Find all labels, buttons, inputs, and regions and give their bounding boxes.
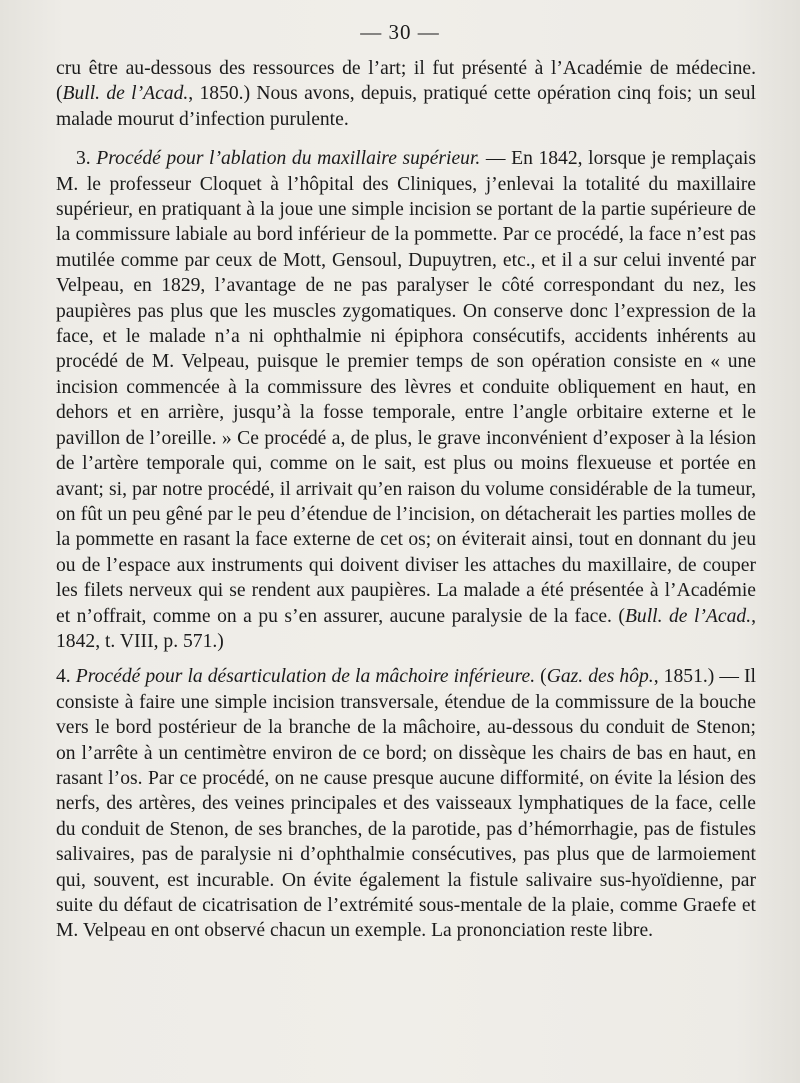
section-4-cite-close: , 1851.) [653, 666, 715, 688]
section-4-paragraph [56, 664, 756, 943]
section-3-paragraph [56, 146, 756, 654]
section-4-number: 4. [56, 666, 71, 688]
intro-citation: Bull. de l’Acad. [62, 83, 189, 105]
page-number: — 30 — [360, 20, 440, 44]
intro-text-a: cru être au-dessous des ressources de l’art; il fut présenté à l’Académie de médecine. ( [56, 58, 756, 105]
intro-paragraph [56, 56, 756, 132]
section-4-cite-open: ( [535, 666, 547, 688]
section-3-body-a: En 1842, lorsque je remplaçais M. le professeur Cloquet à l’hôpital des Cliniques, j’enlevai la totalité du maxillaire supérieur, en pratiquant à la joue une simple incision se portant de la partie supérieure de la commissure labiale au bord inférieur de la pommette. Par ce procédé, la face n’est pas mutilée comme par ceux de Mott, Gensoul, Dupuytren, etc., et il a sur celui inventé par Velpeau, en 1829, l’avantage de ne pas paralyser le côté correspondant du nez, les paupières pas plus que les muscles zygomatiques. On conserve donc l’expression de la face, et le malade n’a ni ophthalmie ni épiphora consécutifs, accidents inhérents au procédé de M. Velpeau, puisque le premier temps de son opération consiste en « une incision commencée à la commissure des lèvres et conduite obliquement en haut, en dehors et en arrière, jusqu’à la fosse temporale, entre l’angle orbitaire externe et le pavillon de l’oreille. » Ce procédé a, de plus, le grave inconvénient d’exposer à la lésion de l’artère temporale qui, comme on le sait, est plus ou moins flexueuse et portée en avant; si, par notre procédé, il arrivait qu’en raison du volume considérable de la tumeur, on fût un peu gêné par le peu d’étendue de l’incision, on détacherait les parties molles de la pommette en rasant la face externe de cet os; on éviterait ainsi, tout en donnant du jeu ou de l’espace aux instruments qui doivent diviser les attaches du maxillaire, de couper les filets nerveux qui se rendent aux paupières. La malade a été présentée à l’Académie et n’offrait, comme on a pu s’en assurer, aucune paralysie de la face. ( [56, 148, 756, 627]
section-4-body: — Il consiste à faire une simple incision transversale, étendue de la commissure de la bouche vers le bord postérieur de la branche de la mâchoire, au-dessous du conduit de Stenon; on l’arrête à un centimètre environ de ce bord; on dissèque les chairs de bas en haut, en rasant l’os. Par ce procédé, on ne cause presque aucune difformité, on évite la lésion des nerfs, des artères, des veines principales et des vaisseaux lymphatiques de la face, celle du conduit de Stenon, de ses branches, de la parotide, pas d’hémorrhagie, pas de fistules salivaires, pas de paralysie ni d’ophthalmie consécutives, pas plus que de larmoiement qui, souvent, est incurable. On évite également la fistule salivaire sus-hyoïdienne, par suite du défaut de cicatrisation de l’extrémité sous-mentale de la plaie, comme Graefe et M. Velpeau en ont observé chacun un exemple. La prononciation reste libre. [56, 666, 756, 942]
section-4-title: Procédé pour la désarticulation de la mâchoire inférieure. [75, 666, 536, 688]
section-4-citation: Gaz. des hôp. [546, 666, 654, 688]
section-3-title: Procédé pour l’ablation du maxillaire supérieur. [96, 148, 481, 170]
section-3-number: 3. [76, 148, 91, 170]
intro-text-b: , 1850.) Nous avons, depuis, pratiqué cette opération cinq fois; un seul malade mourut d’infection purulente. [56, 83, 756, 130]
page-body [56, 56, 756, 944]
section-3-body-b: , 1842, t. VIII, p. 571.) [56, 605, 757, 652]
section-3-citation: Bull. de l’Acad. [624, 605, 752, 627]
section-3-dash: — [480, 148, 512, 170]
